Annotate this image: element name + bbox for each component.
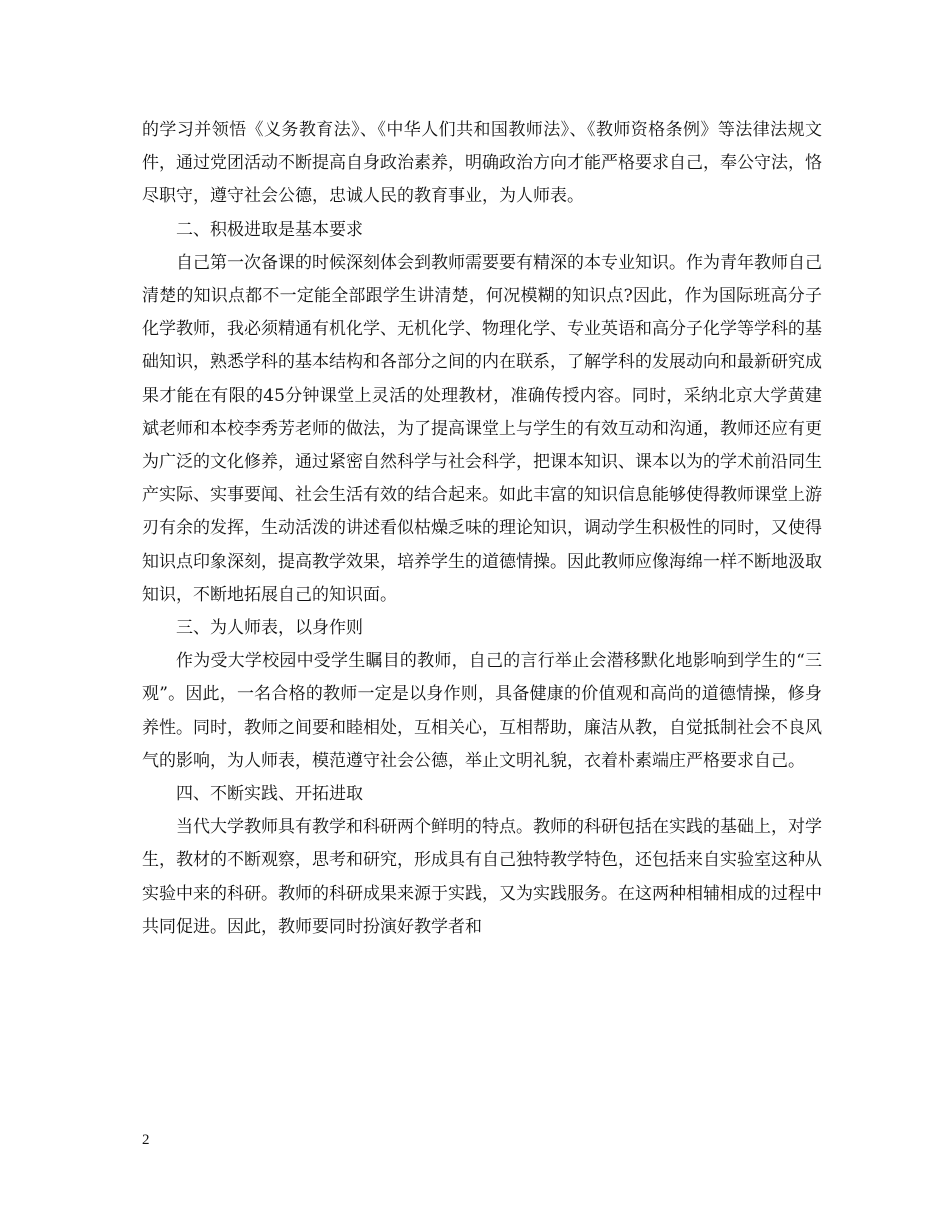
paragraph-section-3: 作为受大学校园中受学生瞩目的教师，自己的言行举止会潜移默化地影响到学生的“三观”。因此，一名合格的教师一定是以身作则，具备健康的价值观和高尚的道德情操，修身养性。同时，教师之间要和睦相处，互相关心，互相帮助，廉洁从教，自觉抵制社会不良风气的影响，为人师表，模范遵守社会公德，举止文明礼貌，衣着朴素端庄严格要求自己。	[142, 651, 822, 771]
document-body	[142, 114, 822, 944]
paragraph-section-2: 自己第一次备课的时候深刻体会到教师需要要有精深的本专业知识。作为青年教师自己清楚的知识点都不一定能全部跟学生讲清楚，何况模糊的知识点?因此，作为国际班高分子化学教师，我必须精通有机化学、无机化学、物理化学、专业英语和高分子化学等学科的基础知识，熟悉学科的基本结构和各部分之间的内在联系，了解学科的发展动向和最新研究成果才能在有限的45分钟课堂上灵活的处理教材，准确传授内容。同时，采纳北京大学黄建斌老师和本校李秀芳老师的做法，为了提高课堂上与学生的有效互动和沟通，教师还应有更为广泛的文化修养，通过紧密自然科学与社会科学，把课本知识、课本以为的学术前沿同生产实际、实事要闻、社会生活有效的结合起来。如此丰富的知识信息能够使得教师课堂上游刃有余的发挥，生动活泼的讲述看似枯燥乏味的理论知识，调动学生积极性的同时，又使得知识点印象深刻，提高教学效果，培养学生的道德情操。因此教师应像海绵一样不断地汲取知识，不断地拓展自己的知识面。	[142, 252, 822, 605]
section-heading-4: 四、不断实践、开拓进取	[176, 784, 363, 805]
section-heading-3: 三、为人师表，以身作则	[176, 618, 363, 639]
paragraph-continued: 的学习并领悟《义务教育法》、《中华人们共和国教师法》、《教师资格条例》等法律法规文件，通过党团活动不断提高自身政治素养，明确政治方向才能严格要求自己，奉公守法，恪尽职守，遵守社会公德，忠诚人民的教育事业，为人师表。	[142, 120, 822, 207]
section-heading-2: 二、积极进取是基本要求	[176, 219, 363, 240]
paragraph-section-4: 当代大学教师具有教学和科研两个鲜明的特点。教师的科研包括在实践的基础上，对学生，教材的不断观察，思考和研究，形成具有自己独特教学特色，还包括来自实验室这种从实验中来的科研。教师的科研成果来源于实践，又为实践服务。在这两种相辅相成的过程中共同促进。因此，教师要同时扮演好教学者和	[142, 817, 822, 937]
page-number: 2	[142, 1132, 150, 1148]
